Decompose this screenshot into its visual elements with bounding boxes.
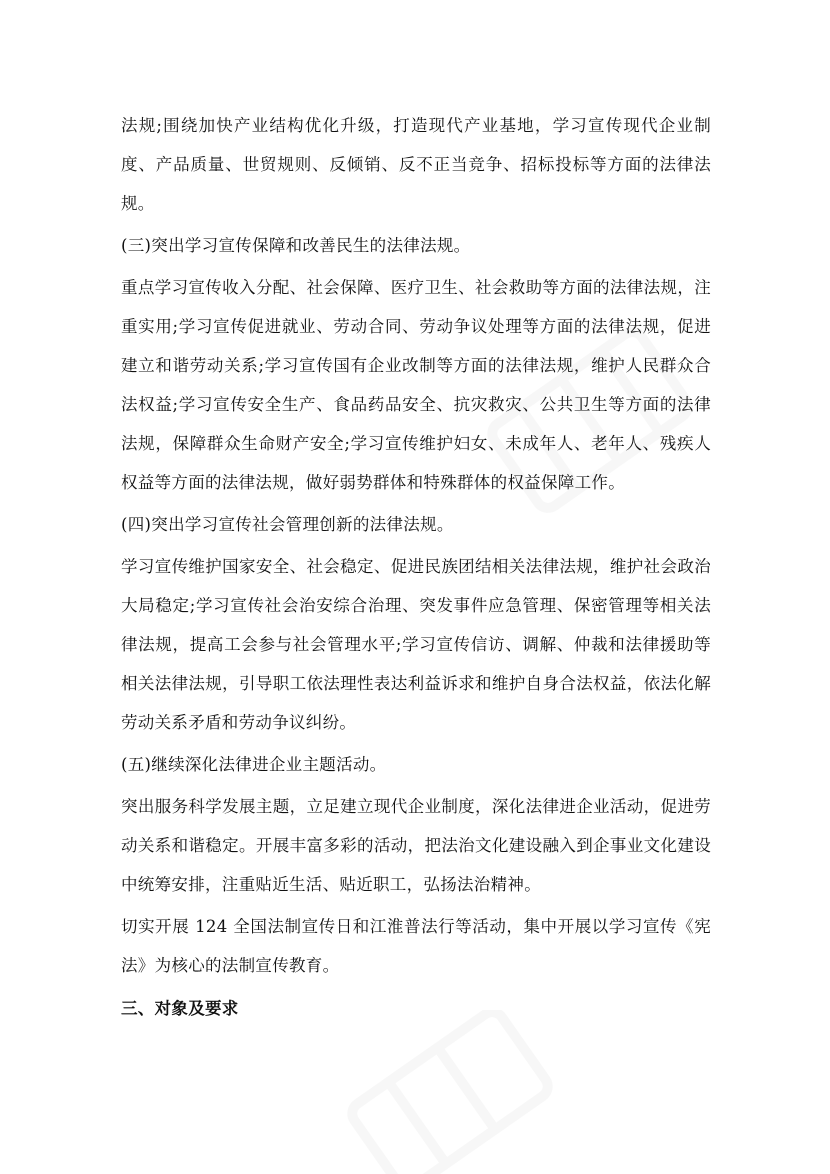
subheading: (四)突出学习宣传社会管理创新的法律法规。 <box>121 515 454 534</box>
paragraph: 重点学习宣传收入分配、社会保障、医疗卫生、社会救助等方面的法律法规，注重实用;学习宣传促进就业、劳动合同、劳动争议处理等方面的法律法规，促进建立和谐劳动关系;学习宣传国有企业改制等方面的法律法规，维护人民群众合法权益;学习宣传安全生产、食品药品安全、抗灾救灾、公共卫生等方面的法律法规，保障群众生命财产安全;学习宣传维护妇女、未成年人、老年人、残疾人权益等方面的法律法规，做好弱势群体和特殊群体的权益保障工作。 <box>121 278 711 492</box>
subheading: (三)突出学习宣传保障和改善民生的法律法规。 <box>121 236 471 255</box>
paragraph: 突出服务科学发展主题，立足建立现代企业制度，深化法律进企业活动，促进劳动关系和谐稳定。开展丰富多彩的活动，把法治文化建设融入到企事业文化建设中统筹安排，注重贴近生活、贴近职工，弘扬法治精神。 <box>121 797 711 894</box>
watermark-graphic-bottom <box>330 1010 570 1174</box>
section-title: 三、对象及要求 <box>121 999 239 1018</box>
paragraph: 法规;围绕加快产业结构优化升级，打造现代产业基地，学习宣传现代企业制度、产品质量、世贸规则、反倾销、反不正当竞争、招标投标等方面的法律法规。 <box>121 116 711 213</box>
paragraph: 切实开展 124 全国法制宣传日和江淮普法行等活动，集中开展以学习宣传《宪法》为核心的法制宣传教育。 <box>121 917 711 975</box>
subheading: (五)继续深化法律进企业主题活动。 <box>121 755 387 774</box>
document-body <box>121 106 711 1028</box>
paragraph: 学习宣传维护国家安全、社会稳定、促进民族团结相关法律法规，维护社会政治大局稳定;学习宣传社会治安综合治理、突发事件应急管理、保密管理等相关法律法规，提高工会参与社会管理水平;学习宣传信访、调解、仲裁和法律援助等相关法律法规，引导职工依法理性表达利益诉求和维护自身合法权益，依法化解劳动关系矛盾和劳动争议纠纷。 <box>121 557 711 732</box>
